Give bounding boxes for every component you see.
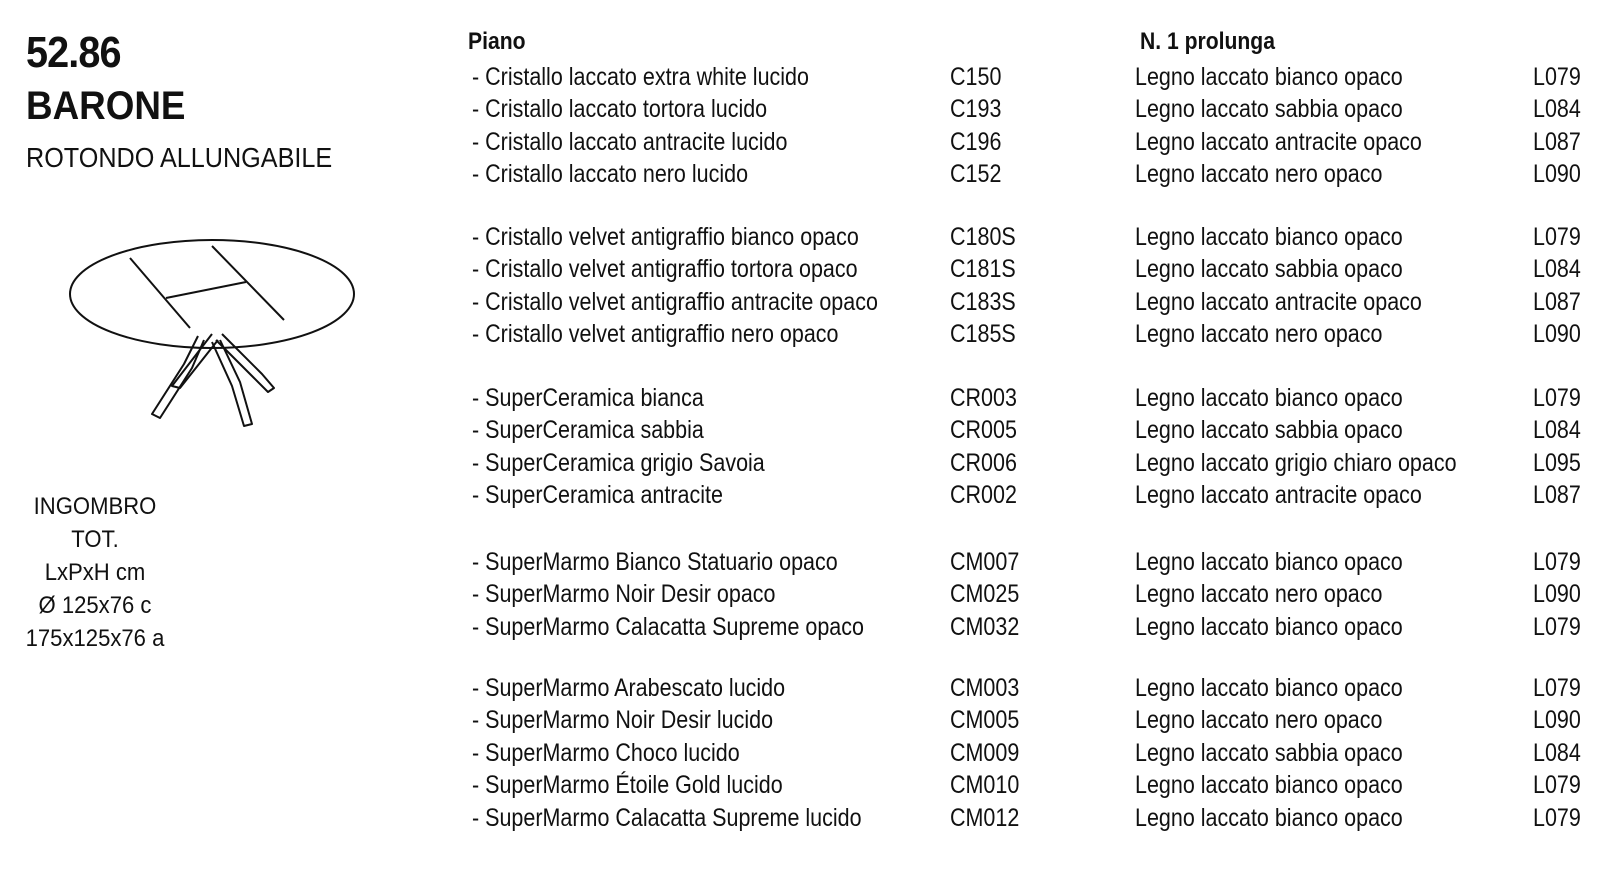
extension-finish-code: L090 [1533, 320, 1581, 349]
top-finish: - Cristallo laccato antracite lucido [472, 127, 788, 156]
extension-finish-code: L079 [1533, 384, 1581, 412]
extension-finish-code: L079 [1533, 612, 1581, 641]
top-finish: - SuperMarmo Bianco Statuario opaco [472, 548, 838, 576]
extension-finish-code: L079 [1533, 771, 1581, 800]
extension-finish: Legno laccato antracite opaco [1135, 287, 1422, 316]
top-finish-code: CR002 [950, 481, 1017, 510]
extension-finish: Legno laccato antracite opaco [1135, 127, 1422, 156]
extension-finish: Legno laccato nero opaco [1135, 706, 1383, 735]
finish-row [0, 254, 1600, 284]
extension-finish-code: L084 [1533, 255, 1581, 284]
extension-column-header: N. 1 prolunga [1140, 28, 1275, 55]
top-finish-code: CM009 [950, 738, 1020, 767]
extension-finish-code: L079 [1533, 63, 1581, 91]
top-finish: - SuperCeramica bianca [472, 384, 704, 412]
extension-finish: Legno laccato bianco opaco [1135, 63, 1403, 91]
top-finish-code: CM003 [950, 674, 1020, 702]
top-finish-code: C150 [950, 63, 1002, 91]
extension-finish: Legno laccato bianco opaco [1135, 384, 1403, 412]
extension-finish-code: L087 [1533, 481, 1581, 510]
top-finish: - SuperMarmo Choco lucido [472, 738, 740, 767]
extension-finish: Legno laccato bianco opaco [1135, 674, 1403, 702]
top-finish: - SuperMarmo Étoile Gold lucido [472, 771, 783, 800]
finish-row [0, 222, 1600, 252]
extension-finish-code: L079 [1533, 548, 1581, 576]
extension-finish: Legno laccato antracite opaco [1135, 481, 1422, 510]
top-finish-code: CM025 [950, 580, 1020, 609]
finish-row [0, 94, 1600, 124]
top-finish-code: C180S [950, 223, 1016, 251]
finish-row [0, 319, 1600, 349]
extension-finish-code: L087 [1533, 127, 1581, 156]
extension-finish-code: L084 [1533, 738, 1581, 767]
top-finish: - Cristallo laccato nero lucido [472, 160, 749, 189]
extension-finish-code: L079 [1533, 803, 1581, 832]
finish-row [0, 480, 1600, 510]
top-finish-code: C181S [950, 255, 1016, 284]
extension-finish-code: L079 [1533, 223, 1581, 251]
extension-finish-code: L095 [1533, 448, 1581, 477]
extension-finish: Legno laccato nero opaco [1135, 160, 1383, 189]
extension-finish: Legno laccato sabbia opaco [1135, 416, 1403, 445]
top-finish: - SuperMarmo Noir Desir lucido [472, 706, 774, 735]
extension-finish: Legno laccato sabbia opaco [1135, 95, 1403, 124]
top-finish-code: C185S [950, 320, 1016, 349]
finish-row [0, 547, 1600, 577]
finish-row [0, 415, 1600, 445]
finish-row [0, 770, 1600, 800]
top-finish: - SuperCeramica grigio Savoia [472, 448, 765, 477]
product-type: ROTONDO ALLUNGABILE [26, 142, 333, 173]
top-finish-code: C196 [950, 127, 1002, 156]
top-finish: - Cristallo laccato extra white lucido [472, 63, 809, 91]
top-finish-code: CM010 [950, 771, 1020, 800]
top-finish: - Cristallo velvet antigraffio bianco opaco [472, 223, 859, 251]
top-finish-code: CM032 [950, 612, 1020, 641]
extension-finish-code: L090 [1533, 160, 1581, 189]
top-finish-code: C152 [950, 160, 1002, 189]
extension-finish: Legno laccato sabbia opaco [1135, 738, 1403, 767]
finish-row [0, 705, 1600, 735]
top-finish-code: CM012 [950, 803, 1020, 832]
top-finish: - Cristallo laccato tortora lucido [472, 95, 768, 124]
finish-row [0, 383, 1600, 413]
top-finish: - SuperMarmo Calacatta Supreme lucido [472, 803, 862, 832]
extension-finish-code: L090 [1533, 580, 1581, 609]
finish-row [0, 62, 1600, 92]
top-finish: - Cristallo velvet antigraffio antracite opaco [472, 287, 878, 316]
top-finish: - SuperMarmo Arabescato lucido [472, 674, 786, 702]
top-finish: - SuperMarmo Noir Desir opaco [472, 580, 776, 609]
extension-finish-code: L087 [1533, 287, 1581, 316]
top-finish-code: CR005 [950, 416, 1017, 445]
top-finish-code: C193 [950, 95, 1002, 124]
dimensions-closed: Ø 125x76 c [38, 592, 152, 619]
extension-finish: Legno laccato bianco opaco [1135, 612, 1403, 641]
extension-finish: Legno laccato bianco opaco [1135, 223, 1403, 251]
extension-finish-code: L090 [1533, 706, 1581, 735]
product-code: 52.86 [26, 28, 121, 77]
finish-row [0, 738, 1600, 768]
extension-finish: Legno laccato bianco opaco [1135, 771, 1403, 800]
extension-finish: Legno laccato nero opaco [1135, 580, 1383, 609]
dimensions-unit: LxPxH cm [44, 559, 146, 586]
top-finish: - Cristallo velvet antigraffio nero opaco [472, 320, 839, 349]
extension-finish: Legno laccato nero opaco [1135, 320, 1383, 349]
finish-row [0, 287, 1600, 317]
top-finish-code: CM005 [950, 706, 1020, 735]
finish-row [0, 673, 1600, 703]
extension-finish: Legno laccato bianco opaco [1135, 548, 1403, 576]
top-finish-code: CM007 [950, 548, 1020, 576]
top-finish-code: CR003 [950, 384, 1017, 412]
extension-finish-code: L084 [1533, 416, 1581, 445]
finish-row [0, 579, 1600, 609]
extension-finish: Legno laccato sabbia opaco [1135, 255, 1403, 284]
finish-row [0, 448, 1600, 478]
extension-finish: Legno laccato grigio chiaro opaco [1135, 448, 1457, 477]
extension-finish-code: L079 [1533, 674, 1581, 702]
extension-finish: Legno laccato bianco opaco [1135, 803, 1403, 832]
top-finish-code: CR006 [950, 448, 1017, 477]
finish-row [0, 612, 1600, 642]
extension-finish-code: L084 [1533, 95, 1581, 124]
dimensions-title: INGOMBRO TOT. [33, 493, 157, 553]
finish-row [0, 803, 1600, 833]
top-finish: - SuperCeramica antracite [472, 481, 723, 510]
finish-row [0, 159, 1600, 189]
dimensions-open: 175x125x76 a [25, 625, 165, 652]
top-finish: - Cristallo velvet antigraffio tortora opaco [472, 255, 858, 284]
product-name: BARONE [26, 84, 186, 128]
top-finish-code: C183S [950, 287, 1016, 316]
top-finish: - SuperMarmo Calacatta Supreme opaco [472, 612, 864, 641]
top-finish: - SuperCeramica sabbia [472, 416, 704, 445]
top-column-header: Piano [468, 28, 526, 55]
finish-row [0, 127, 1600, 157]
